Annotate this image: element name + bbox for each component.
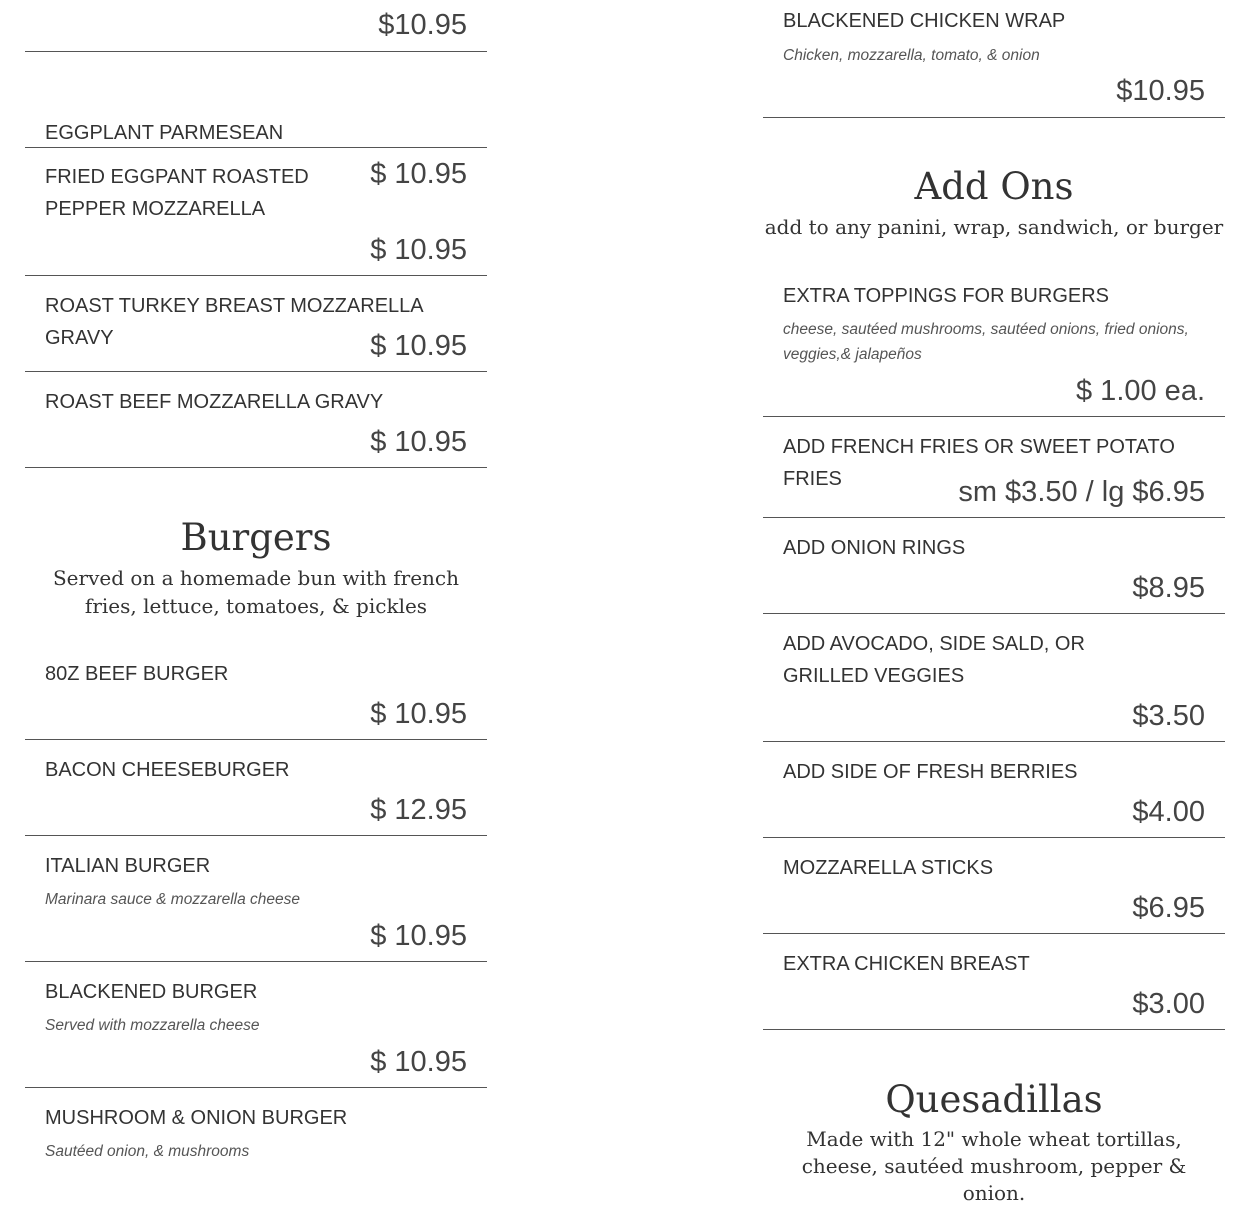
item-description: Chicken, mozzarella, tomato, & onion [783,47,1040,64]
item-price: $ 10.95 [370,234,467,266]
quesadillas-section-header [763,1030,1225,1205]
item-name: BACON CHEESEBURGER [45,759,290,781]
section-title: Quesadillas [885,1078,1103,1121]
menu-item [25,644,487,740]
addons-section-header [763,118,1225,264]
item-name: FRIED EGGPANT ROASTED PEPPER MOZZARELLA [45,166,309,220]
menu-item [763,0,1225,118]
menu-item [25,962,487,1088]
menu-item [763,264,1225,417]
section-subtitle: add to any panini, wrap, sandwich, or burger [764,215,1224,239]
menu-item [25,52,487,190]
item-name: ITALIAN BURGER [45,855,211,877]
section-subtitle: Served on a homemade bun with french fries, lettuce, tomatoes, & pickles [52,566,460,618]
item-name: ADD AVOCADO, SIDE SALD, OR GRILLED VEGGIES [783,633,1085,687]
menu-item [25,148,487,276]
item-name: EXTRA TOPPINGS FOR BURGERS [783,285,1109,307]
item-name: ADD SIDE OF FRESH BERRIES [783,761,1078,783]
menu-item [25,1088,487,1214]
menu-item [763,934,1225,1030]
item-price: $ 10.95 [370,1046,467,1078]
item-name: MUSHROOM & ONION BURGER [45,1107,348,1129]
item-name: MOZZARELLA STICKS [783,857,994,879]
item-price: $10.95 [1116,75,1205,107]
menu-item [763,417,1225,518]
item-price: $8.95 [1132,572,1205,604]
section-title: Add Ons [914,165,1074,208]
item-name: 80Z BEEF BURGER [45,663,229,685]
left-menu-column [25,0,487,1214]
item-price: $ 12.95 [370,794,467,826]
item-name: EGGPLANT PARMESEAN [45,122,284,144]
menu-item [25,836,487,962]
item-price: $ 10.95 [370,158,467,190]
menu-item [25,276,487,372]
menu-item [25,740,487,836]
item-price: $ 10.95 [370,698,467,730]
menu-item [25,372,487,468]
item-price: $ 10.95 [370,330,467,362]
item-price: $3.00 [1132,988,1205,1020]
item-description: Served with mozzarella cheese [45,1017,260,1034]
section-title: Burgers [180,516,332,559]
item-price: $ 10.95 [370,920,467,952]
burgers-section-header [25,468,487,644]
menu-item [763,838,1225,934]
item-price: $ 1.00 ea. [1076,375,1205,407]
item-price: $ 10.95 [370,426,467,458]
item-description: Sautéed onion, & mushrooms [45,1143,250,1160]
menu-item [763,742,1225,838]
item-name: ROAST BEEF MOZZARELLA GRAVY [45,391,384,413]
right-menu-column [763,0,1225,1205]
item-price: $10.95 [378,9,467,41]
item-name: ROAST TURKEY BREAST MOZZARELLA GRAVY [45,295,423,349]
menu-item [763,614,1225,742]
item-name: BLACKENED CHICKEN WRAP [783,10,1066,32]
item-price: sm $3.50 / lg $6.95 [958,476,1205,508]
menu-item [763,518,1225,614]
section-subtitle: Made with 12" whole wheat tortillas, cheese, sautéed mushroom, pepper & onion. [801,1127,1187,1205]
item-description: Marinara sauce & mozzarella cheese [45,891,301,908]
item-price: $4.00 [1132,796,1205,828]
item-price: $3.50 [1132,700,1205,732]
item-description: cheese, sautéed mushrooms, sautéed onions, fried onions, veggies,& jalapeños [783,321,1189,363]
item-name: ADD FRENCH FRIES OR SWEET POTATO FRIES [783,436,1175,490]
item-price: $6.95 [1132,892,1205,924]
item-name: EXTRA CHICKEN BREAST [783,953,1030,975]
item-name: BLACKENED BURGER [45,981,258,1003]
item-name: ADD ONION RINGS [783,537,966,559]
menu-item [25,0,487,52]
